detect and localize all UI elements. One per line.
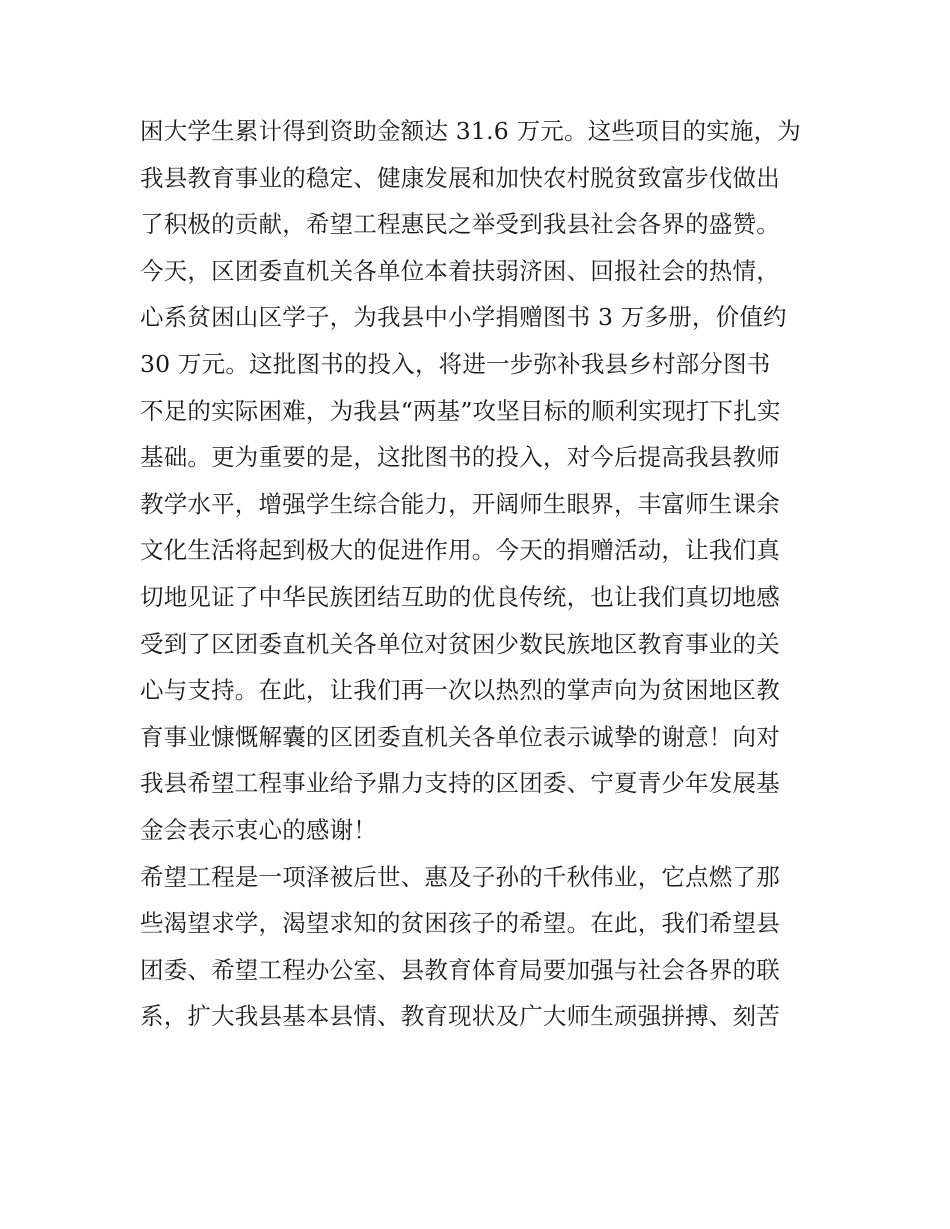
text-line: 今天，区团委直机关各单位本着扶弱济困、回报社会的热情， bbox=[140, 256, 780, 285]
text-line: 文化生活将起到极大的促进作用。今天的捐赠活动，让我们真 bbox=[140, 536, 780, 565]
text-line: 我县希望工程事业给予鼎力支持的区团委、宁夏青少年发展基 bbox=[140, 769, 780, 798]
text-line: 不足的实际困难，为我县“两基”攻坚目标的顺利实现打下扎实 bbox=[140, 396, 781, 425]
text-line: 了积极的贡献，希望工程惠民之举受到我县社会各界的盛赞。 bbox=[140, 210, 780, 239]
text-line: 希望工程是一项泽被后世、惠及子孙的千秋伟业，它点燃了那 bbox=[140, 862, 780, 891]
text-line: 基础。更为重要的是，这批图书的投入，对今后提高我县教师 bbox=[140, 443, 780, 472]
text-line: 心系贫困山区学子，为我县中小学捐赠图书 3 万多册，价值约 bbox=[140, 303, 787, 332]
text-line: 心与支持。在此，让我们再一次以热烈的掌声向为贫困地区教 bbox=[140, 676, 780, 705]
text-line: 30 万元。这批图书的投入，将进一步弥补我县乡村部分图书 bbox=[140, 349, 771, 378]
text-line: 受到了区团委直机关各单位对贫困少数民族地区教育事业的关 bbox=[140, 629, 780, 658]
body-text bbox=[140, 108, 820, 1040]
text-line: 些渴望求学，渴望求知的贫困孩子的希望。在此，我们希望县 bbox=[140, 909, 780, 938]
text-line: 金会表示衷心的感谢！ bbox=[140, 815, 377, 844]
text-line: 困大学生累计得到资助金额达 31.6 万元。这些项目的实施，为 bbox=[140, 117, 801, 145]
text-line: 系，扩大我县基本县情、教育现状及广大师生顽强拼搏、刻苦 bbox=[140, 1002, 780, 1031]
text-line: 教学水平，增强学生综合能力，开阔师生眼界，丰富师生课余 bbox=[140, 489, 780, 518]
text-line: 育事业慷慨解囊的区团委直机关各单位表示诚挚的谢意！向对 bbox=[140, 722, 780, 751]
text-line: 团委、希望工程办公室、县教育体育局要加强与社会各界的联 bbox=[140, 955, 780, 984]
text-line: 我县教育事业的稳定、健康发展和加快农村脱贫致富步伐做出 bbox=[140, 163, 780, 192]
text-line: 切地见证了中华民族团结互助的优良传统，也让我们真切地感 bbox=[140, 582, 780, 611]
